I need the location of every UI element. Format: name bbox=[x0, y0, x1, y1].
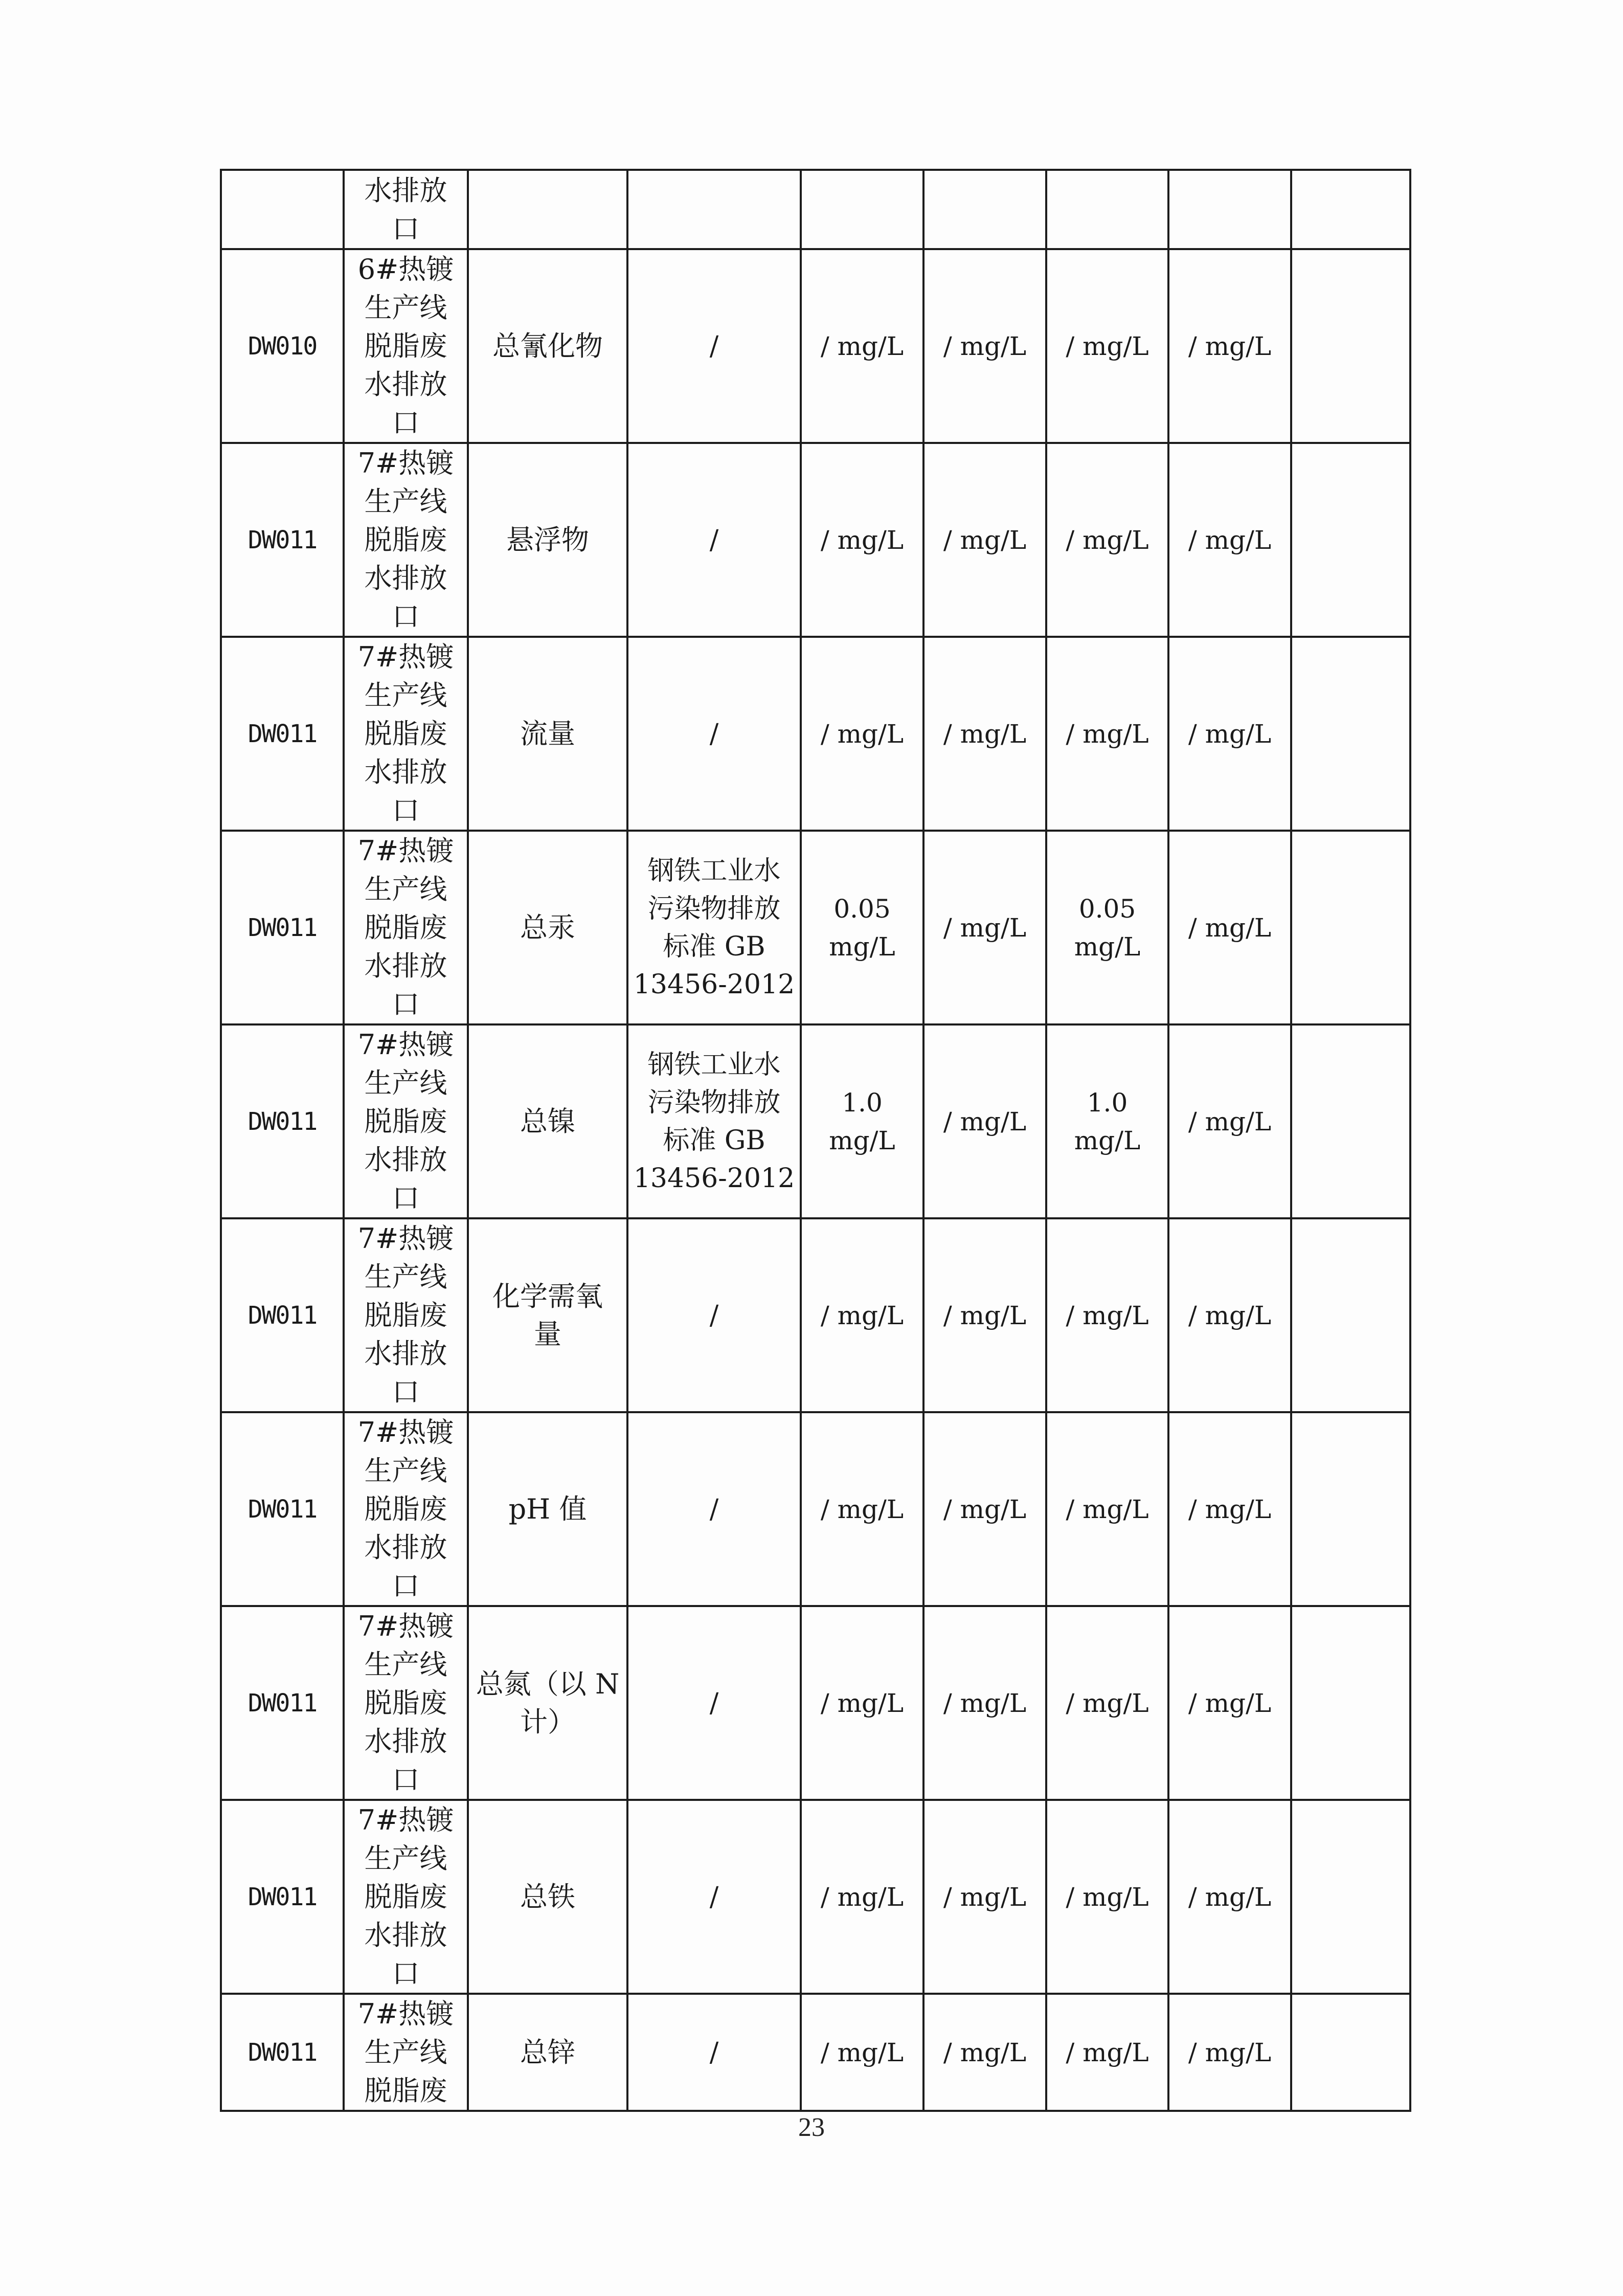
pollutant-cell: pH 值 bbox=[468, 1412, 627, 1606]
limit-cell-1: 1.0 mg/L bbox=[801, 1024, 923, 1218]
table-row bbox=[221, 1606, 1410, 1800]
outlet-id-cell: DW010 bbox=[221, 249, 344, 443]
standard-cell: / bbox=[627, 1994, 801, 2111]
limit-cell-1: 0.05 mg/L bbox=[801, 831, 923, 1024]
note-cell bbox=[1291, 1412, 1410, 1606]
limit-cell-1: / mg/L bbox=[801, 1994, 923, 2111]
limit-cell-4: / mg/L bbox=[1168, 1218, 1291, 1412]
outlet-id-cell: DW011 bbox=[221, 1800, 344, 1994]
limit-cell-4 bbox=[1168, 170, 1291, 249]
note-cell bbox=[1291, 637, 1410, 831]
limit-cell-2: / mg/L bbox=[923, 637, 1046, 831]
limit-cell-1: / mg/L bbox=[801, 1218, 923, 1412]
limit-cell-3: / mg/L bbox=[1046, 1994, 1168, 2111]
outlet-id-cell: DW011 bbox=[221, 831, 344, 1024]
standard-cell: / bbox=[627, 1412, 801, 1606]
limit-cell-4: / mg/L bbox=[1168, 1994, 1291, 2111]
limit-cell-3: / mg/L bbox=[1046, 443, 1168, 637]
limit-cell-1 bbox=[801, 170, 923, 249]
outlet-name-cell: 7#热镀 生产线 脱脂废 水排放 口 bbox=[344, 1024, 468, 1218]
outlet-name-cell: 7#热镀 生产线 脱脂废 bbox=[344, 1994, 468, 2111]
table-row bbox=[221, 1800, 1410, 1994]
pollutant-cell: 化学需氧 量 bbox=[468, 1218, 627, 1412]
note-cell bbox=[1291, 1606, 1410, 1800]
outlet-id-cell: DW011 bbox=[221, 1024, 344, 1218]
limit-cell-4: / mg/L bbox=[1168, 1800, 1291, 1994]
limit-cell-1: / mg/L bbox=[801, 637, 923, 831]
standard-cell: / bbox=[627, 1218, 801, 1412]
limit-cell-1: / mg/L bbox=[801, 1800, 923, 1994]
note-cell bbox=[1291, 170, 1410, 249]
outlet-id-cell: DW011 bbox=[221, 443, 344, 637]
limit-cell-3: / mg/L bbox=[1046, 1606, 1168, 1800]
table-row bbox=[221, 443, 1410, 637]
outlet-id-cell: DW011 bbox=[221, 1412, 344, 1606]
note-cell bbox=[1291, 831, 1410, 1024]
table-row bbox=[221, 1412, 1410, 1606]
discharge-limits-table bbox=[220, 169, 1411, 2112]
outlet-id-cell: DW011 bbox=[221, 1994, 344, 2111]
limit-cell-3: / mg/L bbox=[1046, 249, 1168, 443]
limit-cell-3 bbox=[1046, 170, 1168, 249]
limit-cell-1: / mg/L bbox=[801, 249, 923, 443]
limit-cell-2: / mg/L bbox=[923, 831, 1046, 1024]
limit-cell-3: / mg/L bbox=[1046, 1218, 1168, 1412]
limit-cell-4: / mg/L bbox=[1168, 831, 1291, 1024]
table-row bbox=[221, 1218, 1410, 1412]
pollutant-cell: 总汞 bbox=[468, 831, 627, 1024]
page-number: 23 bbox=[798, 2113, 825, 2142]
limit-cell-2: / mg/L bbox=[923, 1800, 1046, 1994]
limit-cell-4: / mg/L bbox=[1168, 1412, 1291, 1606]
pollutant-cell: 流量 bbox=[468, 637, 627, 831]
table-row bbox=[221, 1024, 1410, 1218]
table-row bbox=[221, 1994, 1410, 2111]
limit-cell-3: / mg/L bbox=[1046, 1800, 1168, 1994]
pollutant-cell: 悬浮物 bbox=[468, 443, 627, 637]
limit-cell-4: / mg/L bbox=[1168, 1606, 1291, 1800]
pollutant-cell: 总锌 bbox=[468, 1994, 627, 2111]
limit-cell-3: / mg/L bbox=[1046, 637, 1168, 831]
table-row bbox=[221, 637, 1410, 831]
limit-cell-2: / mg/L bbox=[923, 1218, 1046, 1412]
note-cell bbox=[1291, 443, 1410, 637]
limit-cell-4: / mg/L bbox=[1168, 1024, 1291, 1218]
limit-cell-3: 0.05 mg/L bbox=[1046, 831, 1168, 1024]
note-cell bbox=[1291, 1218, 1410, 1412]
outlet-id-cell: DW011 bbox=[221, 1606, 344, 1800]
note-cell bbox=[1291, 1024, 1410, 1218]
limit-cell-2 bbox=[923, 170, 1046, 249]
standard-cell: / bbox=[627, 637, 801, 831]
table-row bbox=[221, 831, 1410, 1024]
limit-cell-4: / mg/L bbox=[1168, 443, 1291, 637]
standard-cell bbox=[627, 170, 801, 249]
pollutant-cell bbox=[468, 170, 627, 249]
note-cell bbox=[1291, 1800, 1410, 1994]
note-cell bbox=[1291, 249, 1410, 443]
pollutant-cell: 总镍 bbox=[468, 1024, 627, 1218]
limit-cell-1: / mg/L bbox=[801, 443, 923, 637]
outlet-name-cell: 7#热镀 生产线 脱脂废 水排放 口 bbox=[344, 831, 468, 1024]
standard-cell: 钢铁工业水 污染物排放 标准 GB 13456-2012 bbox=[627, 1024, 801, 1218]
outlet-name-cell: 7#热镀 生产线 脱脂废 水排放 口 bbox=[344, 1218, 468, 1412]
standard-cell: / bbox=[627, 443, 801, 637]
table-row bbox=[221, 249, 1410, 443]
outlet-name-cell: 7#热镀 生产线 脱脂废 水排放 口 bbox=[344, 1606, 468, 1800]
outlet-id-cell: DW011 bbox=[221, 637, 344, 831]
outlet-name-cell: 6#热镀 生产线 脱脂废 水排放 口 bbox=[344, 249, 468, 443]
outlet-name-cell: 7#热镀 生产线 脱脂废 水排放 口 bbox=[344, 443, 468, 637]
outlet-id-cell: DW011 bbox=[221, 1218, 344, 1412]
limit-cell-3: / mg/L bbox=[1046, 1412, 1168, 1606]
note-cell bbox=[1291, 1994, 1410, 2111]
outlet-name-cell: 水排放 口 bbox=[344, 170, 468, 249]
limit-cell-2: / mg/L bbox=[923, 1994, 1046, 2111]
limit-cell-2: / mg/L bbox=[923, 443, 1046, 637]
limit-cell-1: / mg/L bbox=[801, 1606, 923, 1800]
outlet-name-cell: 7#热镀 生产线 脱脂废 水排放 口 bbox=[344, 1412, 468, 1606]
pollutant-cell: 总铁 bbox=[468, 1800, 627, 1994]
table-row bbox=[221, 170, 1410, 249]
limit-cell-4: / mg/L bbox=[1168, 637, 1291, 831]
standard-cell: 钢铁工业水 污染物排放 标准 GB 13456-2012 bbox=[627, 831, 801, 1024]
limit-cell-2: / mg/L bbox=[923, 249, 1046, 443]
limit-cell-3: 1.0 mg/L bbox=[1046, 1024, 1168, 1218]
pollutant-cell: 总氰化物 bbox=[468, 249, 627, 443]
outlet-id-cell bbox=[221, 170, 344, 249]
limit-cell-2: / mg/L bbox=[923, 1024, 1046, 1218]
limit-cell-4: / mg/L bbox=[1168, 249, 1291, 443]
standard-cell: / bbox=[627, 1800, 801, 1994]
limit-cell-1: / mg/L bbox=[801, 1412, 923, 1606]
outlet-name-cell: 7#热镀 生产线 脱脂废 水排放 口 bbox=[344, 1800, 468, 1994]
pollutant-cell: 总氮（以 N 计） bbox=[468, 1606, 627, 1800]
limit-cell-2: / mg/L bbox=[923, 1606, 1046, 1800]
standard-cell: / bbox=[627, 249, 801, 443]
standard-cell: / bbox=[627, 1606, 801, 1800]
outlet-name-cell: 7#热镀 生产线 脱脂废 水排放 口 bbox=[344, 637, 468, 831]
limit-cell-2: / mg/L bbox=[923, 1412, 1046, 1606]
